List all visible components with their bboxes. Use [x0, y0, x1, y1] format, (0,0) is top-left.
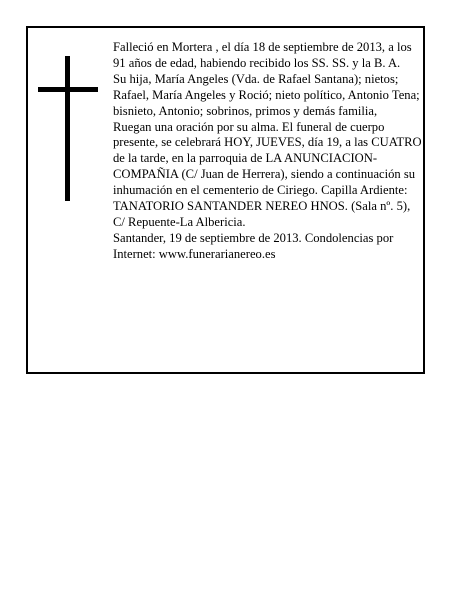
place-date-condolences: Santander, 19 de septiembre de 2013. Condolencias por Internet: www.funerarianereo.es	[113, 230, 394, 261]
obituary-text	[113, 40, 425, 263]
death-announcement: Falleció en Mortera , el día 18 de septiembre de 2013, a los 91 años de edad, habiendo recibido los SS. SS. y la B. A.	[113, 40, 412, 70]
cross-icon	[38, 56, 100, 201]
funeral-details: Ruegan una oración por su alma. El funeral de cuerpo presente, se celebrará HOY, JUEVES, día 19, a las CUATRO de la tarde, en la parroquia de LA ANUNCIACION-COMPAÑIA (C/ Juan de Herrera), siendo a continuación su inhumación en el cementerio de Ciriego. Capilla Ardiente: TANATORIO SANTANDER NEREO HNOS. (Sala nº. 5), C/ Repuente-La Albericia.	[113, 119, 422, 229]
cross-horizontal-bar	[38, 87, 98, 92]
family-members: Su hija, María Angeles (Vda. de Rafael Santana); nietos; Rafael, María Angeles y Roció; nieto político, Antonio Tena; bisnieto, Antonio; sobrinos, primos y demás familia,	[113, 71, 420, 118]
obituary-notice-frame	[26, 26, 425, 374]
cross-vertical-bar	[65, 56, 70, 201]
